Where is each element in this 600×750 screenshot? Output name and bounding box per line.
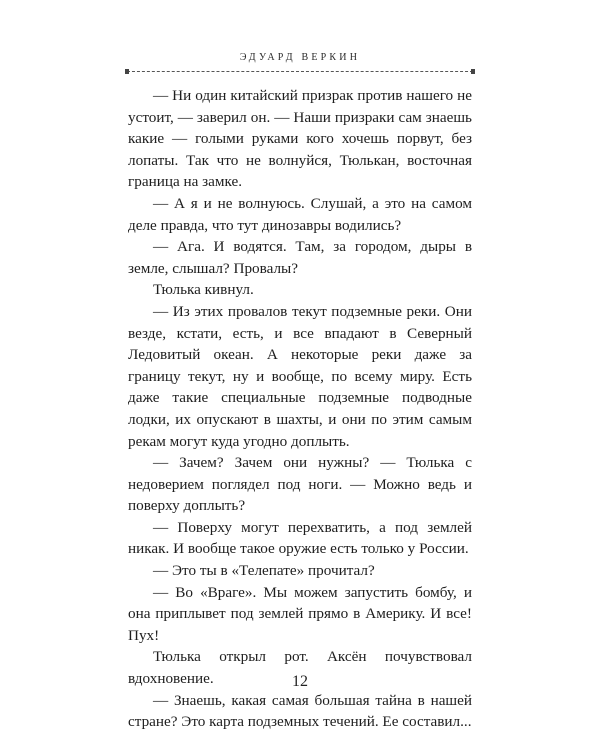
- paragraph: — Ага. И водятся. Там, за городом, дыры в земле, слышал? Провалы?: [128, 238, 472, 277]
- body-text: [128, 85, 472, 733]
- page-number: 12: [292, 673, 308, 690]
- paragraph: Тюлька открыл рот. Аксён почувствовал вдохновение.: [128, 648, 472, 688]
- paragraph: — Это ты в «Телепате» прочитал?: [153, 562, 375, 580]
- paragraph: — Зачем? Зачем они нужны? — Тюлька с недоверием поглядел под ноги. — Можно ведь и поверху доплыть?: [128, 454, 472, 515]
- running-head-author: ЭДУАРД ВЕРКИН: [239, 52, 361, 63]
- paragraph: — Во «Враге». Мы можем запустить бомбу, и она приплывет под землей прямо в Америку. И все! Пух!: [128, 583, 472, 644]
- paragraph: — А я и не волнуюсь. Слушай, а это на самом деле правда, что тут динозавры водились?: [128, 194, 472, 234]
- paragraph: — Из этих провалов текут подземные реки. Они везде, кстати, есть, и все впадают в Северный Ледовитый океан. А некоторые реки даже за границу текут, ну и вообще, по всему миру. Есть даже такие специальные подземные подводные лодки, их опускают в шахты, и они по этим самым рекам могут куда угодно доплыть.: [128, 302, 472, 450]
- paragraph: — Знаешь, какая самая большая тайна в нашей стране? Это карта подземных течений. Ее составил...: [128, 691, 472, 731]
- header-divider-left-end: [125, 69, 129, 74]
- paragraph: Тюлька кивнул.: [153, 281, 254, 299]
- header-divider: [127, 71, 473, 72]
- paragraph: — Поверху могут перехватить, а под землей никак. И вообще такое оружие есть только у России.: [128, 518, 472, 558]
- header-divider-right-end: [471, 69, 475, 74]
- paragraph: — Ни один китайский призрак против нашего не устоит, — заверил он. — Наши призраки сам знаешь какие — голыми руками кого хочешь порвут, без лопаты. Так что не волнуйся, Тюлькан, восточная граница на замке.: [128, 87, 472, 191]
